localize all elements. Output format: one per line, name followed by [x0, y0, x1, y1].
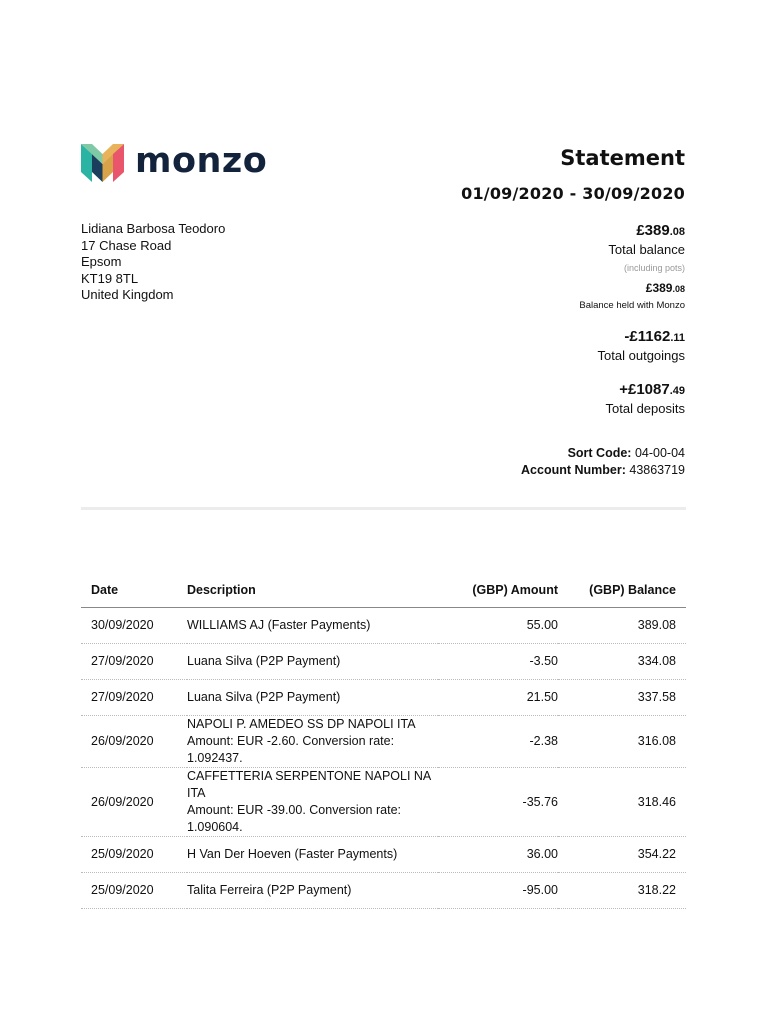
table-row — [81, 837, 686, 873]
row-description-detail: Amount: EUR -39.00. Conversion rate: 1.090604. — [187, 803, 401, 834]
row-date: 30/09/2020 — [81, 608, 187, 644]
row-amount: 21.50 — [438, 680, 558, 716]
table-row — [81, 608, 686, 644]
address-line: United Kingdom — [81, 287, 174, 302]
total-outgoings-label: Total outgoings — [597, 348, 685, 363]
row-amount: 36.00 — [438, 837, 558, 873]
monzo-wordmark: monzo — [135, 141, 268, 181]
monzo-logo-icon — [81, 144, 124, 182]
row-balance: 354.22 — [558, 837, 686, 873]
row-date: 27/09/2020 — [81, 680, 187, 716]
row-description: Luana Silva (P2P Payment) — [187, 644, 438, 680]
address-line: Lidiana Barbosa Teodoro — [81, 221, 226, 236]
row-description: H Van Der Hoeven (Faster Payments) — [187, 837, 438, 873]
column-header-description: Description — [187, 572, 438, 608]
row-balance: 337.58 — [558, 680, 686, 716]
row-date: 27/09/2020 — [81, 644, 187, 680]
table-row — [81, 873, 686, 909]
row-date: 26/09/2020 — [81, 768, 187, 837]
row-description: Luana Silva (P2P Payment) — [187, 680, 438, 716]
total-balance-label: Total balance — [608, 242, 685, 257]
customer-address — [81, 221, 225, 304]
total-outgoings-amount: -£1162.11 — [624, 328, 685, 345]
table-header-row — [81, 572, 686, 608]
table-row — [81, 644, 686, 680]
row-description-main: CAFFETTERIA SERPENTONE NAPOLI NA ITA — [187, 769, 431, 800]
address-line: 17 Chase Road — [81, 237, 172, 253]
transactions-table — [81, 572, 686, 909]
total-balance-amount: £389.08 — [636, 222, 685, 239]
total-deposits-label: Total deposits — [605, 401, 685, 416]
account-details — [521, 445, 685, 478]
sort-code: Sort Code: 04-00-04 — [567, 446, 685, 460]
row-description-detail: Amount: EUR -2.60. Conversion rate: 1.092437. — [187, 734, 395, 765]
column-header-amount: (GBP) Amount — [438, 572, 558, 608]
table-row — [81, 768, 686, 837]
row-date: 26/09/2020 — [81, 716, 187, 768]
row-amount: -2.38 — [438, 716, 558, 768]
row-description: WILLIAMS AJ (Faster Payments) — [187, 608, 438, 644]
account-number: Account Number: 43863719 — [521, 462, 685, 477]
including-pots-note: (including pots) — [623, 263, 685, 273]
row-amount: 55.00 — [438, 608, 558, 644]
row-description — [187, 768, 438, 837]
row-description: Talita Ferreira (P2P Payment) — [187, 873, 438, 909]
row-balance: 318.22 — [558, 873, 686, 909]
row-date: 25/09/2020 — [81, 837, 187, 873]
address-line: Epsom — [81, 254, 122, 269]
row-balance: 318.46 — [558, 768, 686, 837]
row-amount: -35.76 — [438, 768, 558, 837]
balance-summary — [579, 222, 685, 418]
held-with-monzo-label: Balance held with Monzo — [579, 300, 685, 311]
row-amount: -95.00 — [438, 873, 558, 909]
row-balance: 334.08 — [558, 644, 686, 680]
row-balance: 389.08 — [558, 608, 686, 644]
monzo-logo — [81, 141, 268, 182]
total-deposits-amount: +£1087.49 — [619, 381, 685, 398]
row-balance: 316.08 — [558, 716, 686, 768]
row-description — [187, 716, 438, 768]
address-line: KT19 8TL — [81, 270, 139, 286]
column-header-balance: (GBP) Balance — [558, 572, 686, 608]
table-row — [81, 680, 686, 716]
table-row — [81, 716, 686, 768]
statement-title: Statement — [560, 146, 685, 170]
row-date: 25/09/2020 — [81, 873, 187, 909]
column-header-date: Date — [81, 572, 187, 608]
row-description-main: NAPOLI P. AMEDEO SS DP NAPOLI ITA — [187, 717, 416, 731]
section-divider — [81, 507, 686, 510]
statement-period: 01/09/2020 - 30/09/2020 — [461, 184, 685, 203]
held-with-monzo-amount: £389.08 — [645, 281, 685, 295]
row-amount: -3.50 — [438, 644, 558, 680]
